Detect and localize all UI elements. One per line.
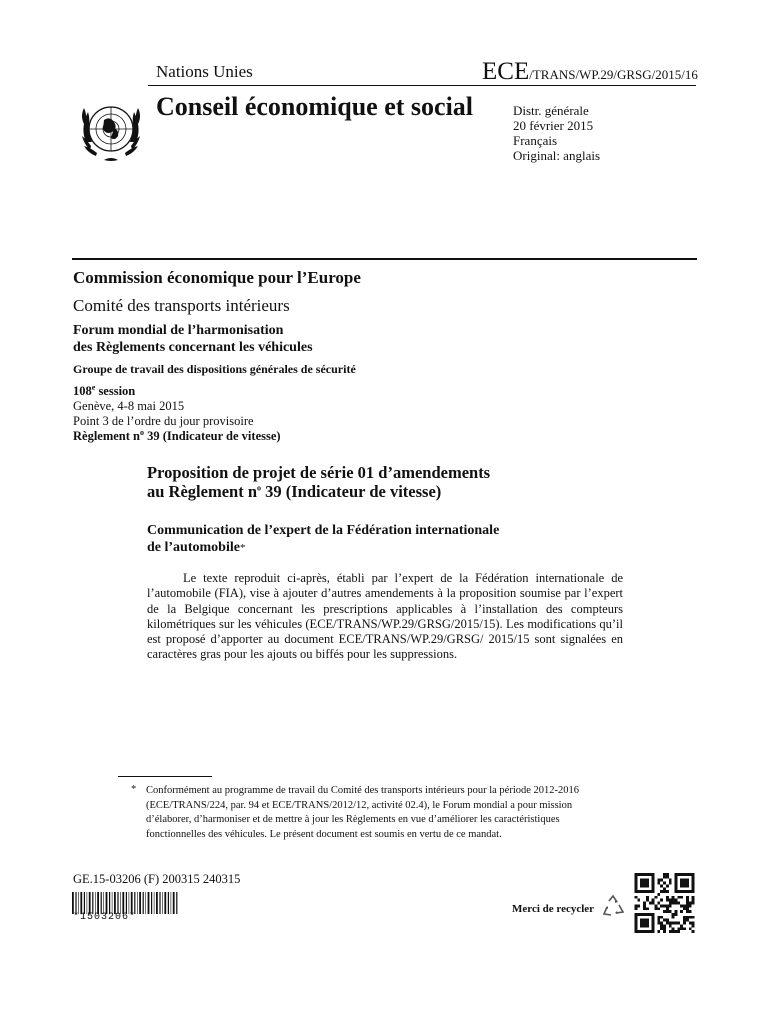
barcode-bar: [101, 892, 102, 914]
session-number-suffix: e: [91, 382, 96, 392]
qr-module: [666, 907, 669, 910]
job-number: GE.15-03206 (F) 200315 240315: [73, 872, 241, 886]
qr-module: [663, 882, 666, 885]
qr-module: [657, 879, 660, 882]
qr-module: [663, 919, 666, 922]
qr-module: [686, 896, 689, 899]
qr-module: [666, 884, 669, 887]
qr-module: [640, 879, 649, 888]
qr-module: [660, 924, 663, 927]
qr-module: [666, 899, 669, 902]
forum-name-line2: des Règlements concernant les véhicules: [73, 340, 313, 355]
qr-module: [666, 890, 669, 893]
barcode-bar: [168, 892, 169, 914]
qr-module: [666, 904, 669, 907]
qr-module: [672, 922, 675, 925]
language: Français: [513, 133, 558, 148]
qr-module: [655, 907, 658, 910]
qr-module: [666, 922, 669, 925]
qr-module: [680, 910, 683, 913]
footnote-text: Conformément au programme de travail du Comité des transports intérieurs pour la période 2012-2016 (ECE/TRANS/224, par. 94 et ECE/TRANS/2012/12, activité 02.4), le Forum mondial a pour mission d’élaborer, d’harmoniser et de mettre à jour les Règlements en vue d’améliorer les caractéristiques fonctionnelles des véhicules. Le présent document est soumis en vertu de ce mandat.: [146, 785, 580, 840]
qr-module: [686, 910, 689, 913]
qr-module: [660, 884, 663, 887]
qr-module: [683, 919, 686, 922]
qr-module: [643, 907, 646, 910]
council-title: Conseil économique et social: [156, 92, 474, 121]
qr-module: [655, 904, 658, 907]
regulation-rest: 39 (Indicateur de vitesse): [144, 429, 281, 443]
qr-module: [666, 876, 669, 879]
qr-module: [635, 907, 638, 910]
barcode-bar: [173, 892, 175, 914]
qr-module: [660, 899, 663, 902]
qr-module: [646, 899, 649, 902]
qr-module: [686, 902, 689, 905]
qr-module: [652, 902, 655, 905]
working-group-name: Groupe de travail des dispositions générales de sécurité: [73, 362, 356, 376]
qr-module: [677, 930, 680, 933]
qr-module: [689, 927, 692, 930]
qr-module: [672, 927, 675, 930]
qr-module: [643, 902, 646, 905]
qr-module: [663, 876, 666, 879]
barcode-bar: [120, 892, 121, 914]
header-rule: [72, 258, 697, 260]
barcode-bar: [143, 892, 144, 914]
barcode-text: *1503206*: [73, 912, 137, 923]
qr-module: [663, 924, 666, 927]
qr-module: [663, 927, 666, 930]
qr-module: [657, 930, 660, 933]
barcode-bar: [148, 892, 150, 914]
communication-line1: Communication de l’expert de la Fédération internationale: [147, 523, 500, 538]
barcode-bar: [97, 892, 99, 914]
qr-module: [646, 896, 649, 899]
session-number: [73, 384, 281, 399]
qr-module: [692, 922, 695, 925]
barcode-bar: [95, 892, 96, 914]
barcode-bar: [171, 892, 172, 914]
qr-module: [692, 930, 695, 933]
communication-line2-text: de l’automobile: [147, 540, 240, 555]
qr-module: [657, 907, 660, 910]
barcode-bar: [131, 892, 133, 914]
qr-module: [692, 896, 695, 899]
barcode-bar: [87, 892, 88, 914]
qr-module: [677, 896, 680, 899]
qr-module: [675, 899, 678, 902]
barcode-bar: [89, 892, 91, 914]
barcode: [72, 892, 180, 914]
qr-module: [657, 922, 660, 925]
barcode-bar: [92, 892, 93, 914]
proposal-title-line2: [147, 482, 490, 501]
qr-module: [669, 902, 672, 905]
qr-module: [663, 887, 666, 890]
footnote-reference[interactable]: *: [239, 542, 246, 554]
recycle-icon: [600, 894, 626, 920]
qr-module: [666, 896, 669, 899]
barcode-bar: [137, 892, 138, 914]
qr-module: [686, 919, 689, 922]
session-number-value: 108: [73, 384, 92, 398]
barcode-bar: [109, 892, 110, 914]
qr-module: [683, 907, 686, 910]
qr-module: [655, 896, 658, 899]
qr-module: [660, 927, 663, 930]
qr-module: [652, 899, 655, 902]
qr-module: [666, 910, 669, 913]
distribution-block: [513, 103, 600, 163]
qr-module: [680, 927, 683, 930]
qr-module: [672, 902, 675, 905]
barcode-bar: [134, 892, 135, 914]
barcode-bar: [151, 892, 152, 914]
barcode-bar: [164, 892, 166, 914]
barcode-bar: [139, 892, 141, 914]
qr-module: [635, 896, 638, 899]
original-language: Original: anglais: [513, 148, 601, 163]
session-block: [73, 384, 281, 444]
qr-module: [692, 924, 695, 927]
qr-module: [666, 919, 669, 922]
qr-module: [669, 922, 672, 925]
qr-module: [637, 904, 640, 907]
document-symbol-rest: /TRANS/WP.29/GRSG/2015/16: [529, 67, 698, 82]
barcode-bar: [78, 892, 79, 914]
qr-module: [677, 902, 680, 905]
qr-module: [677, 927, 680, 930]
barcode-bar: [103, 892, 104, 914]
organization-name: Nations Unies: [156, 62, 253, 81]
recycle-label: Merci de recycler: [512, 903, 595, 915]
qr-module: [637, 899, 640, 902]
qr-module: [683, 927, 686, 930]
qr-module: [680, 924, 683, 927]
qr-module: [640, 919, 649, 928]
forum-name-line1: Forum mondial de l’harmonisation: [73, 323, 284, 338]
body-paragraph: [147, 571, 623, 663]
qr-module: [669, 910, 672, 913]
qr-module: [666, 873, 669, 876]
barcode-bar: [129, 892, 130, 914]
document-symbol-main: ECE: [482, 58, 530, 85]
forum-name: [73, 322, 313, 356]
proposal-line2-prefix: au Règlement n: [147, 482, 257, 501]
qr-module: [663, 873, 666, 876]
qr-module: [669, 930, 672, 933]
commission-name: Commission économique pour l’Europe: [73, 268, 361, 287]
agenda-item: Point 3 de l’ordre du jour provisoire: [73, 414, 254, 428]
qr-module: [675, 902, 678, 905]
qr-module: [669, 899, 672, 902]
qr-module: [669, 879, 672, 882]
qr-module: [663, 930, 666, 933]
qr-module: [663, 904, 666, 907]
qr-module: [635, 904, 638, 907]
qr-module: [669, 904, 672, 907]
barcode-bar: [162, 892, 163, 914]
qr-module: [660, 922, 663, 925]
document-symbol: [482, 58, 698, 86]
qr-module: [689, 916, 692, 919]
issue-date: 20 février 2015: [513, 118, 594, 133]
proposal-title-line1: Proposition de projet de série 01 d’amendements: [147, 463, 491, 482]
qr-module: [675, 910, 678, 913]
barcode-bar: [122, 892, 124, 914]
qr-module: [680, 904, 683, 907]
qr-module: [686, 907, 689, 910]
footnote-mark: *: [131, 784, 137, 795]
qr-module: [663, 890, 666, 893]
communication-title: [147, 522, 499, 557]
qr-module: [643, 904, 646, 907]
qr-module: [689, 902, 692, 905]
communication-line2: [147, 539, 499, 557]
barcode-bar: [145, 892, 146, 914]
qr-module: [672, 896, 675, 899]
distribution: Distr. générale: [513, 103, 589, 118]
qr-module: [689, 922, 692, 925]
qr-module: [657, 882, 660, 885]
qr-module: [660, 890, 663, 893]
barcode-bar: [114, 892, 116, 914]
qr-module: [657, 902, 660, 905]
qr-module: [686, 899, 689, 902]
barcode-bar: [176, 892, 177, 914]
regulation-prefix: Règlement n: [73, 429, 140, 443]
barcode-bar: [75, 892, 76, 914]
qr-module: [675, 913, 678, 916]
qr-module: [686, 904, 689, 907]
qr-module: [672, 899, 675, 902]
regulation-reference: [73, 429, 281, 444]
qr-module: [683, 922, 686, 925]
qr-module: [646, 907, 649, 910]
qr-module: [669, 882, 672, 885]
barcode-bar: [154, 892, 155, 914]
qr-module: [686, 916, 689, 919]
session-label: session: [95, 384, 136, 398]
qr-code: [633, 873, 696, 933]
barcode-bar: [106, 892, 108, 914]
qr-module: [692, 902, 695, 905]
regulation-suffix: o: [140, 427, 144, 437]
proposal-title: [147, 463, 490, 501]
barcode-bar: [84, 892, 85, 914]
proposal-line2-suffix: o: [257, 483, 261, 493]
qr-module: [672, 913, 675, 916]
qr-module: [689, 910, 692, 913]
proposal-line2-rest: 39 (Indicateur de vitesse): [261, 482, 442, 501]
un-emblem-icon: [76, 94, 146, 164]
symbol-rule: [148, 85, 696, 86]
session-place-dates: Genève, 4-8 mai 2015: [73, 399, 185, 413]
qr-module: [680, 896, 683, 899]
qr-module: [692, 916, 695, 919]
qr-module: [675, 922, 678, 925]
qr-module: [683, 904, 686, 907]
qr-module: [683, 916, 686, 919]
qr-module: [677, 922, 680, 925]
barcode-bar: [72, 892, 74, 914]
qr-module: [657, 919, 660, 922]
qr-module: [672, 930, 675, 933]
barcode-bar: [80, 892, 82, 914]
committee-name: Comité des transports intérieurs: [73, 296, 290, 315]
qr-module: [660, 904, 663, 907]
barcode-bar: [126, 892, 127, 914]
barcode-bar: [112, 892, 113, 914]
qr-module: [649, 902, 652, 905]
qr-module: [660, 916, 663, 919]
footnote-rule: [118, 776, 212, 777]
barcode-bar: [159, 892, 160, 914]
qr-module: [675, 930, 678, 933]
qr-module: [669, 924, 672, 927]
qr-module: [657, 916, 660, 919]
qr-module: [692, 899, 695, 902]
qr-module: [689, 904, 692, 907]
body-paragraph-text: Le texte reproduit ci-après, établi par l’expert de la Fédération internationale de l’automobile (FIA), vise à ajouter d’autres amendements à la proposition soumise par l’expert de la Belgique concernant les prescriptions applicables à l’installation des compteurs kilométriques sur les véhicules (ECE/TRANS/WP.29/GRSG/2015/15). Les modifications qu’il est proposé d’apporter au document ECE/TRANS/WP.29/GRSG/ 2015/15 sont signalées en caractères gras pour les ajouts ou biffés pour les suppressions.: [147, 571, 623, 662]
qr-module: [663, 910, 666, 913]
qr-module: [680, 879, 689, 888]
qr-module: [672, 916, 675, 919]
barcode-bar: [117, 892, 118, 914]
qr-module: [660, 879, 663, 882]
qr-module: [657, 893, 660, 896]
barcode-bar: [156, 892, 158, 914]
